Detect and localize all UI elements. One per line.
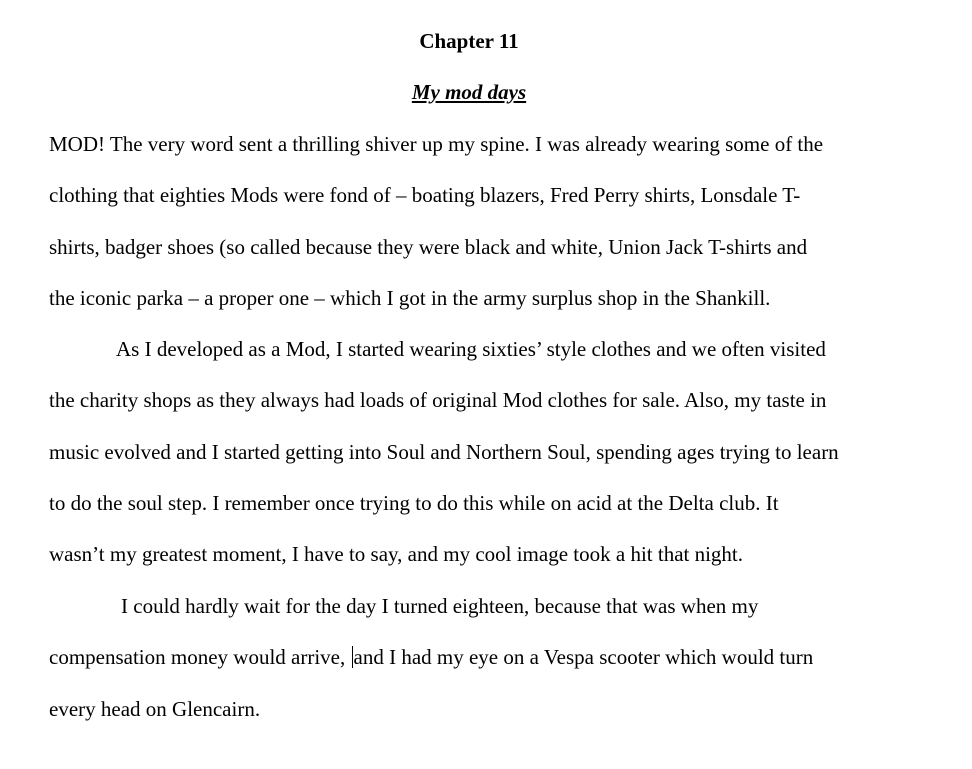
text-line: every head on Glencairn. [49,697,261,721]
text-line: the charity shops as they always had loads of original Mod clothes for sale. Also, my taste in [49,388,827,412]
paragraph-start-line: As I developed as a Mod, I started wearing sixties’ style clothes and we often visited [116,337,826,361]
text-line: MOD! The very word sent a thrilling shiver up my spine. I was already wearing some of the [49,132,824,156]
text-line: music evolved and I started getting into Soul and Northern Soul, spending ages trying to learn [49,440,839,464]
text-line-with-cursor [49,645,813,669]
text-line: the iconic parka – a proper one – which I got in the army surplus shop in the Shankill. [49,286,771,310]
text-line: shirts, badger shoes (so called because they were black and white, Union Jack T-shirts and [49,235,808,259]
chapter-heading: Chapter 11 [419,29,519,53]
text-after-cursor: and I had my eye on a Vespa scooter which would turn [353,645,814,669]
chapter-title: My mod days [411,80,527,104]
text-before-cursor: compensation money would arrive, [49,645,351,669]
paragraph-start-line: I could hardly wait for the day I turned eighteen, because that was when my [121,594,759,618]
text-line: wasn’t my greatest moment, I have to say, and my cool image took a hit that night. [49,542,744,566]
text-line: clothing that eighties Mods were fond of – boating blazers, Fred Perry shirts, Lonsdale T- [49,183,801,207]
text-line: to do the soul step. I remember once trying to do this while on acid at the Delta club. It [49,491,779,515]
text-cursor [352,646,353,668]
